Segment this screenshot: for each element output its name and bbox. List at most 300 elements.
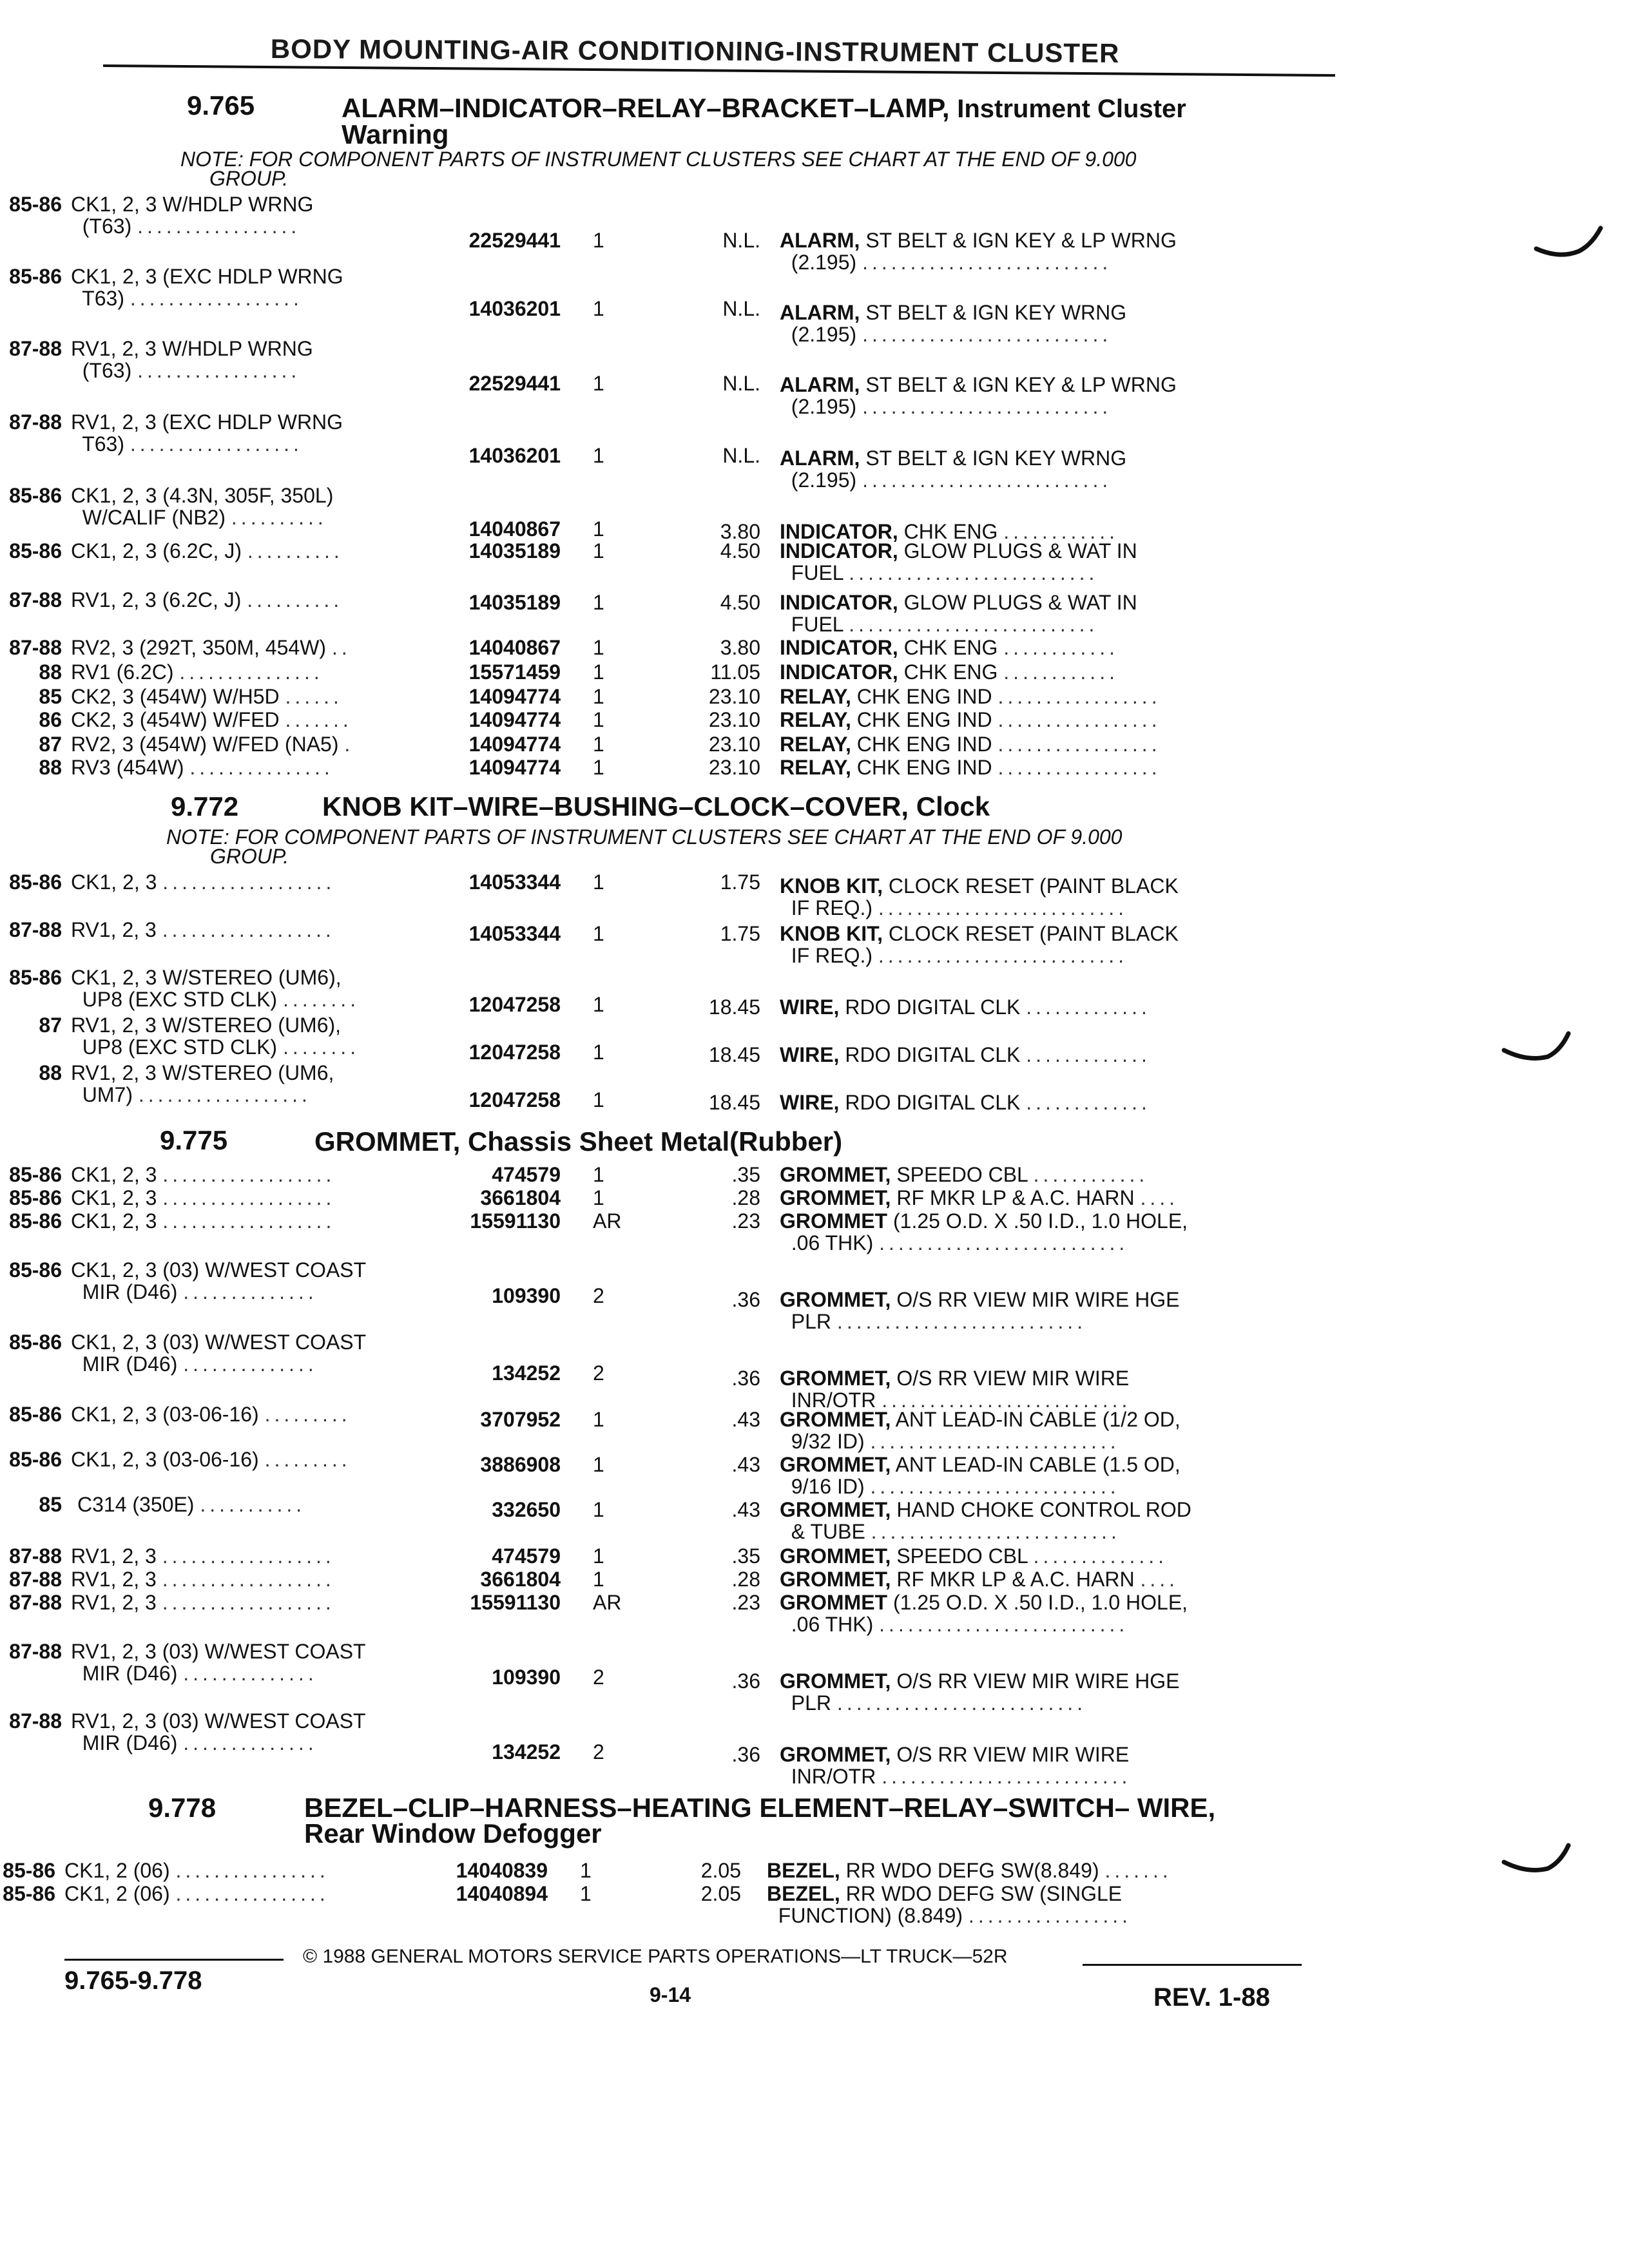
section-title — [342, 95, 1186, 148]
application-cell: CK1, 2, 3 (03) W/WEST COAST MIR (D46) .............. — [71, 1258, 367, 1303]
description-line-2: IF REQ.) — [791, 896, 872, 919]
quantity-cell: 1 — [593, 1544, 604, 1568]
application-cell: CK1, 2, 3 (03-06-16) ......... — [71, 1403, 351, 1426]
application-line-1: RV2, 3 (454W) W/FED (NA5) — [71, 733, 339, 756]
description-keyword: ALARM, — [780, 301, 860, 324]
quantity-cell: 1 — [593, 1408, 604, 1431]
description-cell: GROMMET, RF MKR LP & A.C. HARN .... — [780, 1568, 1179, 1591]
price-cell: .28 — [731, 1568, 760, 1591]
quantity-cell: 1 — [593, 229, 604, 252]
application-line-2: UM7) — [82, 1083, 133, 1106]
application-cell: CK2, 3 (454W) W/FED ....... — [71, 708, 352, 731]
years-cell: 87-88 — [9, 1568, 62, 1591]
note-line-1: NOTE: FOR COMPONENT PARTS OF INSTRUMENT CLUSTERS SEE CHART AT THE END OF 9.000 — [166, 825, 1123, 849]
description-keyword: INDICATOR, — [780, 636, 898, 659]
application-line-1: CK1, 2 (06) — [64, 1859, 170, 1882]
description-cell: GROMMET, SPEEDO CBL ............ — [780, 1163, 1149, 1186]
application-line-1: RV1, 2, 3 (03) W/WEST COAST — [71, 1640, 366, 1663]
description-keyword: GROMMET, — [780, 1288, 891, 1311]
description-keyword: ALARM, — [780, 229, 860, 252]
years-cell: 87 — [39, 1014, 62, 1037]
note-line-2: GROUP. — [210, 845, 289, 868]
part-number-cell: 14040867 — [468, 636, 561, 659]
table-row — [0, 265, 1629, 346]
table-row — [0, 1014, 1629, 1066]
application-cell: CK1, 2, 3 (03-06-16) ......... — [71, 1448, 351, 1471]
description-line-2: & TUBE — [791, 1520, 865, 1543]
application-cell: RV1, 2, 3 .................. — [71, 1591, 335, 1614]
years-cell: 87-88 — [9, 1709, 62, 1733]
description-keyword: GROMMET, — [780, 1669, 891, 1693]
description-keyword: GROMMET, — [780, 1453, 891, 1476]
application-line-1: C314 (350E) — [77, 1493, 195, 1516]
description-keyword: GROMMET, — [780, 1186, 891, 1209]
section-title-main: KNOB KIT–WIRE–BUSHING–CLOCK–COVER, — [322, 791, 909, 822]
years-cell: 88 — [39, 660, 62, 684]
years-cell: 87-88 — [9, 588, 62, 611]
table-row — [0, 1883, 1629, 1928]
description-line-2: (2.195) — [791, 251, 857, 274]
revision-label: REV. 1-88 — [1153, 1983, 1270, 2012]
part-number-cell: 15591130 — [470, 1209, 561, 1233]
footer-rule-right — [1083, 1964, 1302, 1966]
application-line-2: MIR (D46) — [82, 1352, 178, 1376]
description-text: GLOW PLUGS & WAT IN — [898, 539, 1137, 562]
quantity-cell: 1 — [593, 517, 604, 541]
application-line-1: RV1, 2, 3 — [71, 918, 157, 941]
description-line-2: FUEL — [791, 561, 843, 584]
years-cell: 85-86 — [3, 1882, 55, 1905]
years-cell: 85-86 — [9, 870, 62, 894]
description-text: CHK ENG — [898, 660, 998, 684]
application-cell: RV1, 2, 3 (6.2C, J) .......... — [71, 588, 343, 611]
description-text: (1.25 O.D. X .50 I.D., 1.0 HOLE, — [887, 1591, 1188, 1614]
table-row — [0, 918, 1629, 967]
table-row — [0, 1061, 1629, 1114]
description-text: ST BELT & IGN KEY & LP WRNG — [860, 229, 1177, 252]
description-line-2: .06 THK) — [791, 1613, 874, 1636]
price-cell: 23.10 — [708, 756, 760, 779]
application-line-1: RV1, 2, 3 W/HDLP WRNG — [71, 337, 313, 360]
description-cell: GROMMET, ANT LEAD-IN CABLE (1/2 OD, 9/32 ID) .......................... — [780, 1408, 1181, 1453]
table-row — [0, 540, 1629, 585]
application-line-1: CK1, 2, 3 W/HDLP WRNG — [71, 193, 314, 216]
application-cell: CK1, 2, 3 .................. — [71, 1163, 336, 1186]
price-cell: 4.50 — [720, 591, 760, 614]
application-cell: RV2, 3 (292T, 350M, 454W) .. — [71, 636, 351, 659]
description-cell: WIRE, RDO DIGITAL CLK ............. — [780, 995, 1151, 1019]
price-cell: .23 — [731, 1209, 760, 1233]
table-row — [0, 1258, 1629, 1333]
description-line-2: (2.195) — [791, 323, 857, 346]
description-cell: RELAY, CHK ENG IND ................. — [780, 733, 1161, 756]
years-cell: 85-86 — [9, 265, 62, 288]
price-cell: 18.45 — [708, 1091, 760, 1114]
section-subtitle: Clock — [916, 791, 990, 822]
application-line-2: (T63) — [82, 215, 132, 238]
application-cell: CK1, 2 (06) ................ — [64, 1882, 329, 1905]
years-cell: 85-86 — [9, 1163, 62, 1186]
years-cell: 85-86 — [9, 1448, 62, 1471]
quantity-cell: 1 — [593, 591, 604, 614]
description-keyword: WIRE, — [780, 1091, 840, 1114]
description-text: SPEEDO CBL — [891, 1163, 1028, 1186]
quantity-cell: 1 — [593, 708, 604, 731]
description-cell: RELAY, CHK ENG IND ................. — [780, 708, 1161, 731]
description-cell: GROMMET, O/S RR VIEW MIR WIRE HGE PLR .......................... — [780, 1669, 1180, 1715]
application-line-1: RV1, 2, 3 W/STEREO (UM6, — [71, 1061, 334, 1084]
application-cell: CK1, 2, 3 .................. — [71, 1209, 336, 1233]
description-keyword: INDICATOR, — [780, 520, 898, 543]
application-cell: RV3 (454W) ............... — [71, 756, 334, 779]
application-line-1: CK1, 2, 3 (EXC HDLP WRNG — [71, 265, 343, 288]
description-cell: ALARM, ST BELT & IGN KEY & LP WRNG (2.195) .......................... — [780, 229, 1177, 274]
description-keyword: GROMMET — [780, 1209, 888, 1233]
years-cell: 87 — [39, 733, 62, 756]
application-cell: RV1, 2, 3 .................. — [71, 1568, 335, 1591]
description-text: RR WDO DEFG SW (SINGLE — [840, 1882, 1123, 1905]
part-number-cell: 22529441 — [468, 372, 561, 395]
table-row — [0, 484, 1629, 543]
quantity-cell: 1 — [593, 372, 604, 395]
description-keyword: GROMMET, — [780, 1498, 891, 1521]
years-cell: 87-88 — [9, 918, 62, 941]
application-cell: RV1, 2, 3 W/STEREO (UM6, UM7) .................. — [71, 1061, 334, 1106]
years-cell: 85 — [39, 685, 62, 708]
section-subtitle: Instrument Cluster — [957, 95, 1186, 123]
description-line-2: (2.195) — [791, 468, 857, 492]
quantity-cell: 1 — [593, 444, 604, 467]
application-cell: RV2, 3 (454W) W/FED (NA5) . — [71, 733, 354, 756]
application-cell: CK1, 2, 3 (03) W/WEST COAST MIR (D46) .............. — [71, 1331, 367, 1376]
table-row — [0, 1709, 1629, 1788]
price-cell: 11.05 — [710, 660, 760, 684]
application-cell: C314 (350E) ........... — [77, 1493, 306, 1516]
price-cell: 18.45 — [708, 1043, 760, 1066]
application-cell: RV1, 2, 3 .................. — [71, 918, 335, 941]
description-keyword: ALARM, — [780, 447, 860, 470]
application-line-2: MIR (D46) — [82, 1662, 178, 1685]
price-cell: 18.45 — [708, 995, 760, 1019]
description-keyword: ALARM, — [780, 373, 860, 396]
price-cell: 1.75 — [720, 870, 760, 894]
section-title-line2: Rear Window Defogger — [304, 1818, 602, 1849]
page-number: 9-14 — [650, 1983, 691, 2006]
description-cell: BEZEL, RR WDO DEFG SW (SINGLE FUNCTION) (8.849) ................. — [767, 1882, 1132, 1927]
description-keyword: WIRE, — [780, 995, 840, 1019]
part-number-cell: 22529441 — [468, 229, 561, 252]
quantity-cell: 1 — [593, 685, 604, 708]
application-cell: RV1, 2, 3 .................. — [71, 1544, 335, 1568]
description-cell: INDICATOR, CHK ENG ............ — [780, 660, 1119, 684]
application-cell: RV1, 2, 3 (03) W/WEST COAST MIR (D46) .............. — [71, 1709, 366, 1754]
description-keyword: RELAY, — [780, 685, 851, 708]
price-cell: 2.05 — [700, 1882, 741, 1905]
description-cell: BEZEL, RR WDO DEFG SW(8.849) ....... — [767, 1859, 1172, 1882]
description-text: CHK ENG IND — [851, 685, 992, 708]
part-number-cell: 332650 — [492, 1498, 561, 1521]
application-line-2: (T63) — [82, 359, 132, 382]
description-keyword: GROMMET, — [780, 1568, 891, 1591]
part-number-cell: 15571459 — [468, 660, 561, 684]
price-cell: 23.10 — [708, 708, 760, 731]
table-row — [0, 966, 1629, 1019]
application-line-2: T63) — [82, 287, 124, 310]
description-text: RF MKR LP & A.C. HARN — [891, 1186, 1135, 1209]
quantity-cell: AR — [593, 1591, 622, 1614]
application-line-1: RV1 (6.2C) — [71, 660, 174, 684]
price-cell: .28 — [731, 1186, 760, 1209]
description-cell: RELAY, CHK ENG IND ................. — [780, 685, 1161, 708]
quantity-cell: 1 — [580, 1882, 592, 1905]
part-number-cell: 12047258 — [468, 1088, 561, 1111]
description-cell: GROMMET (1.25 O.D. X .50 I.D., 1.0 HOLE, .06 THK) .......................... — [780, 1209, 1188, 1254]
quantity-cell: 2 — [593, 1740, 604, 1763]
application-line-1: RV1, 2, 3 (03) W/WEST COAST — [71, 1709, 366, 1733]
price-cell: 23.10 — [708, 733, 760, 756]
description-line-2: 9/16 ID) — [791, 1475, 865, 1498]
description-line-2: PLR — [791, 1691, 832, 1715]
application-line-2: T63) — [82, 432, 124, 456]
application-cell: RV1, 2, 3 (EXC HDLP WRNG T63) .................. — [71, 410, 343, 456]
check-mark-icon — [1501, 1843, 1572, 1881]
years-cell: 85-86 — [9, 966, 62, 989]
years-cell: 86 — [39, 708, 62, 731]
quantity-cell: 1 — [593, 1163, 604, 1186]
description-text: ST BELT & IGN KEY & LP WRNG — [860, 373, 1177, 396]
years-cell: 85-86 — [9, 539, 62, 562]
years-cell: 85-86 — [9, 1209, 62, 1233]
application-line-1: CK1, 2, 3 W/STEREO (UM6), — [71, 966, 342, 989]
table-row — [0, 589, 1629, 634]
description-text: SPEEDO CBL — [891, 1544, 1028, 1568]
section-title-main: BEZEL–CLIP–HARNESS–HEATING ELEMENT–RELAY–SWITCH– WIRE, — [304, 1792, 1216, 1823]
description-text: (1.25 O.D. X .50 I.D., 1.0 HOLE, — [887, 1209, 1188, 1233]
table-row — [0, 1493, 1629, 1543]
description-cell: WIRE, RDO DIGITAL CLK ............. — [780, 1043, 1151, 1066]
description-text: CHK ENG — [898, 520, 998, 543]
description-keyword: INDICATOR, — [780, 660, 898, 684]
description-text: HAND CHOKE CONTROL ROD — [891, 1498, 1191, 1521]
part-number-cell: 14040894 — [456, 1882, 548, 1905]
part-number-cell: 14094774 — [468, 708, 561, 731]
description-keyword: KNOB KIT, — [780, 874, 883, 898]
description-keyword: INDICATOR, — [780, 539, 898, 562]
years-cell: 85-86 — [3, 1859, 55, 1882]
application-line-1: CK2, 3 (454W) W/H5D — [71, 685, 280, 708]
application-line-1: CK1, 2, 3 (03) W/WEST COAST — [71, 1331, 367, 1354]
footer-copyright: © 1988 GENERAL MOTORS SERVICE PARTS OPERATIONS—LT TRUCK—52R — [303, 1946, 1008, 1967]
quantity-cell: 1 — [593, 636, 604, 659]
price-cell: N.L. — [722, 229, 760, 252]
description-text: RDO DIGITAL CLK — [839, 1091, 1021, 1114]
part-number-cell: 15591130 — [470, 1591, 561, 1614]
application-line-1: RV3 (454W) — [71, 756, 184, 779]
application-line-1: RV1, 2, 3 — [71, 1544, 157, 1568]
description-keyword: RELAY, — [780, 733, 851, 756]
application-line-2: UP8 (EXC STD CLK) — [82, 1035, 278, 1059]
description-text: ST BELT & IGN KEY WRNG — [860, 447, 1127, 470]
quantity-cell: 1 — [593, 1453, 604, 1476]
description-cell: GROMMET, O/S RR VIEW MIR WIRE HGE PLR .......................... — [780, 1288, 1180, 1333]
description-cell: KNOB KIT, CLOCK RESET (PAINT BLACK IF REQ.) .......................... — [780, 922, 1179, 967]
description-text: RDO DIGITAL CLK — [839, 995, 1021, 1019]
application-line-1: RV1, 2, 3 W/STEREO (UM6), — [71, 1014, 342, 1037]
quantity-cell: 1 — [593, 1498, 604, 1521]
part-number-cell: 12047258 — [468, 1041, 561, 1064]
description-text: O/S RR VIEW MIR WIRE — [891, 1743, 1130, 1766]
description-text: CLOCK RESET (PAINT BLACK — [883, 874, 1179, 898]
table-row — [0, 1403, 1629, 1453]
description-cell: ALARM, ST BELT & IGN KEY & LP WRNG (2.195) .......................... — [780, 373, 1177, 418]
price-cell: 3.80 — [720, 520, 760, 543]
table-row — [0, 870, 1629, 919]
quantity-cell: 2 — [593, 1284, 604, 1307]
description-line-2: IF REQ.) — [791, 944, 872, 967]
check-mark-icon — [1534, 226, 1605, 264]
description-text: ANT LEAD-IN CABLE (1.5 OD, — [891, 1453, 1181, 1476]
section-title — [322, 791, 990, 822]
description-cell: INDICATOR, CHK ENG ............ — [780, 520, 1119, 543]
part-number-cell: 14053344 — [468, 870, 561, 894]
application-cell: CK1, 2, 3 .................. — [71, 870, 336, 894]
part-number-cell: 14036201 — [468, 297, 561, 320]
years-cell: 85-86 — [9, 1258, 62, 1282]
description-text: O/S RR VIEW MIR WIRE HGE — [891, 1288, 1180, 1311]
description-line-2: PLR — [791, 1310, 832, 1333]
part-number-cell: 14094774 — [468, 756, 561, 779]
description-keyword: GROMMET, — [780, 1743, 891, 1766]
section-note — [180, 149, 1136, 188]
years-cell: 87-88 — [9, 1640, 62, 1663]
years-cell: 88 — [39, 756, 62, 779]
part-number-cell: 3661804 — [480, 1186, 561, 1209]
quantity-cell: 1 — [593, 1568, 604, 1591]
years-cell: 85-86 — [9, 1186, 62, 1209]
quantity-cell: 1 — [593, 733, 604, 756]
application-line-1: RV1, 2, 3 — [71, 1568, 157, 1591]
application-cell: CK1, 2, 3 .................. — [71, 1186, 336, 1209]
price-cell: .43 — [731, 1408, 760, 1431]
application-cell: RV1 (6.2C) ............... — [71, 660, 323, 684]
application-line-1: CK1, 2, 3 (03-06-16) — [71, 1448, 259, 1471]
part-number-cell: 14040867 — [468, 517, 561, 541]
application-line-2: UP8 (EXC STD CLK) — [82, 988, 278, 1011]
quantity-cell: 2 — [593, 1361, 604, 1385]
description-cell: GROMMET, ANT LEAD-IN CABLE (1.5 OD, 9/16 ID) .......................... — [780, 1453, 1181, 1498]
page-header-title: BODY MOUNTING-AIR CONDITIONING-INSTRUMENT CLUSTER — [270, 34, 1120, 68]
application-line-1: CK2, 3 (454W) W/FED — [71, 708, 280, 731]
description-text: RF MKR LP & A.C. HARN — [891, 1568, 1135, 1591]
description-line-2: INR/OTR — [791, 1765, 876, 1788]
description-keyword: KNOB KIT, — [780, 922, 883, 945]
description-cell: WIRE, RDO DIGITAL CLK ............. — [780, 1091, 1151, 1114]
quantity-cell: 1 — [593, 922, 604, 945]
section-title-line2: Warning — [342, 119, 449, 149]
table-row — [0, 1331, 1629, 1412]
application-cell: RV1, 2, 3 W/HDLP WRNG (T63) ................. — [71, 337, 313, 382]
part-number-cell: 14035189 — [468, 539, 561, 562]
section-title — [304, 1792, 1216, 1849]
part-number-cell: 14035189 — [468, 591, 561, 614]
description-cell: GROMMET, O/S RR VIEW MIR WIRE INR/OTR .......................... — [780, 1367, 1132, 1412]
application-line-1: RV1, 2, 3 — [71, 1591, 157, 1614]
part-number-cell: 109390 — [492, 1284, 561, 1307]
quantity-cell: 2 — [593, 1666, 604, 1689]
section-note — [166, 827, 1122, 866]
description-cell: GROMMET, HAND CHOKE CONTROL ROD & TUBE .......................... — [780, 1498, 1191, 1543]
description-keyword: WIRE, — [780, 1043, 840, 1066]
application-cell: CK1, 2, 3 W/STEREO (UM6), UP8 (EXC STD CLK) ........ — [71, 966, 360, 1011]
application-line-1: CK1, 2, 3 — [71, 1186, 157, 1209]
table-row — [0, 1448, 1629, 1498]
price-cell: N.L. — [722, 444, 760, 467]
application-line-1: CK1, 2, 3 (4.3N, 305F, 350L) — [71, 484, 334, 507]
quantity-cell: 1 — [593, 870, 604, 894]
description-line-2: FUEL — [791, 613, 843, 636]
quantity-cell: AR — [593, 1209, 622, 1233]
description-keyword: INDICATOR, — [780, 591, 898, 614]
table-row — [0, 193, 1629, 274]
application-line-1: CK1, 2, 3 (03-06-16) — [71, 1403, 259, 1426]
description-text: RR WDO DEFG SW(8.849) — [840, 1859, 1099, 1882]
application-line-1: RV1, 2, 3 (6.2C, J) — [71, 588, 242, 611]
part-number-cell: 14094774 — [468, 685, 561, 708]
application-line-1: CK1, 2 (06) — [64, 1882, 170, 1905]
price-cell: .35 — [731, 1544, 760, 1568]
table-row — [0, 1640, 1629, 1715]
description-keyword: RELAY, — [780, 708, 851, 731]
description-cell: GROMMET, SPEEDO CBL .............. — [780, 1544, 1168, 1568]
application-line-1: RV2, 3 (292T, 350M, 454W) — [71, 636, 327, 659]
quantity-cell: 1 — [593, 1186, 604, 1209]
application-cell: CK1, 2, 3 (EXC HDLP WRNG T63) .................. — [71, 265, 343, 310]
description-line-2: .06 THK) — [791, 1231, 874, 1254]
description-line-2: INR/OTR — [791, 1389, 876, 1412]
description-keyword: BEZEL, — [767, 1859, 840, 1882]
quantity-cell: 1 — [593, 297, 604, 320]
application-cell: RV1, 2, 3 W/STEREO (UM6), UP8 (EXC STD CLK) ........ — [71, 1014, 360, 1059]
description-text: CLOCK RESET (PAINT BLACK — [883, 922, 1179, 945]
price-cell: .36 — [731, 1288, 760, 1311]
table-row — [0, 1591, 1629, 1637]
price-cell: .36 — [731, 1367, 760, 1390]
description-cell: ALARM, ST BELT & IGN KEY WRNG (2.195) .......................... — [780, 301, 1127, 346]
table-row — [0, 337, 1629, 418]
price-cell: .36 — [731, 1669, 760, 1693]
section-number: 9.772 — [171, 791, 239, 822]
description-text: GLOW PLUGS & WAT IN — [898, 591, 1137, 614]
quantity-cell: 1 — [593, 993, 604, 1016]
description-line-2: 9/32 ID) — [791, 1430, 865, 1453]
quantity-cell: 1 — [593, 660, 604, 684]
years-cell: 87-88 — [9, 1544, 62, 1568]
part-number-cell: 12047258 — [468, 993, 561, 1016]
part-number-cell: 134252 — [492, 1361, 561, 1385]
part-number-cell: 474579 — [492, 1544, 561, 1568]
part-number-cell: 3661804 — [480, 1568, 561, 1591]
section-number: 9.778 — [148, 1792, 217, 1823]
application-line-1: CK1, 2, 3 (03) W/WEST COAST — [71, 1258, 367, 1282]
description-text: ANT LEAD-IN CABLE (1/2 OD, — [891, 1408, 1181, 1431]
description-text: CHK ENG IND — [851, 756, 992, 779]
section-number: 9.775 — [160, 1125, 228, 1155]
price-cell: 1.75 — [720, 922, 760, 945]
description-keyword: GROMMET, — [780, 1367, 891, 1390]
application-cell: CK1, 2 (06) ................ — [64, 1859, 329, 1882]
application-line-2: MIR (D46) — [82, 1731, 178, 1754]
section-number: 9.765 — [187, 90, 255, 120]
